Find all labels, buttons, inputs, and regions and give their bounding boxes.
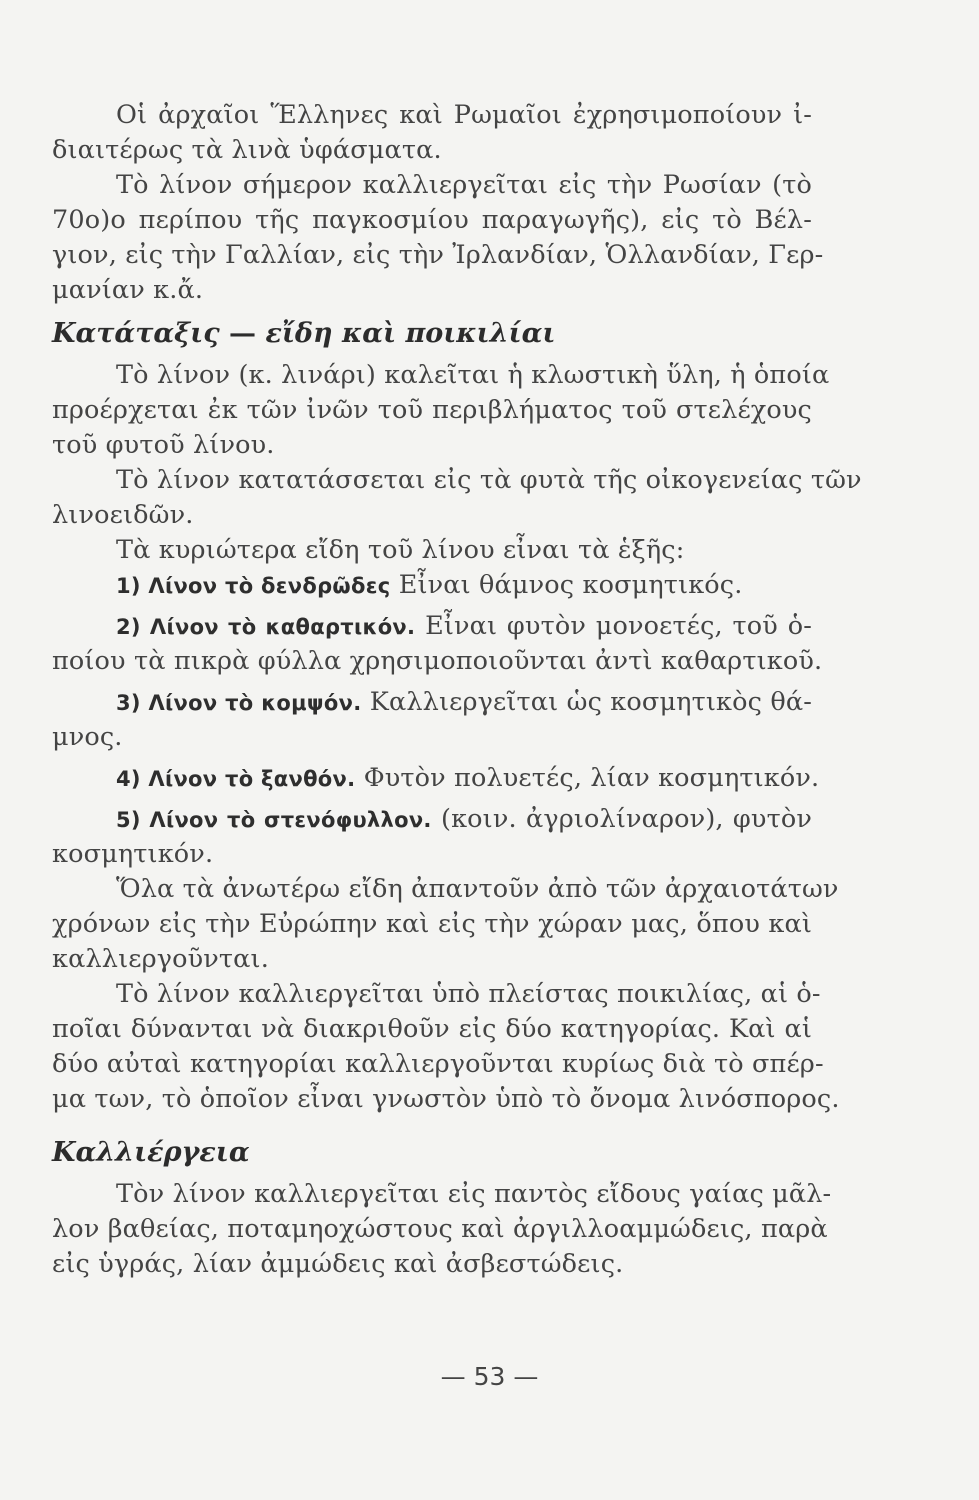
paragraph-line: Τὸ λίνον (κ. λινάρι) καλεῖται ἡ κλωστικὴ ὕλη, ἡ ὁποία [116, 360, 830, 390]
paragraph-line: λινοειδῶν. [52, 500, 194, 530]
item-text: Καλλιεργεῖται ὡς κοσμητικὸς θά- [369, 687, 812, 717]
paragraph-line: Τὸ λίνον σήμερον καλλιεργεῖται εἰς τὴν Ρωσίαν (τὸ [116, 170, 812, 200]
section-heading-cultivation: Καλλιέργεια [52, 1137, 250, 1168]
paragraph-line: καλλιεργοῦνται. [52, 944, 269, 974]
item-label: 3) Λίνον τὸ κομψόν. [116, 691, 362, 715]
paragraph-line: χρόνων εἰς τὴν Εὐρώπην καὶ εἰς τὴν χώραν μας, ὅπου καὶ [52, 909, 812, 939]
list-item [52, 761, 820, 796]
page-body [52, 98, 862, 1282]
paragraph-line: εἰς ὑγράς, λίαν ἀμμώδεις καὶ ἀσβεστώδεις. [52, 1249, 624, 1279]
heading-part: εἴδη καὶ ποικιλίαι [265, 318, 556, 349]
paragraph-line: Οἱ ἀρχαῖοι Ἕλληνες καὶ Ρωμαῖοι ἐχρησιμοποίουν ἰ- [116, 100, 812, 130]
paragraph-line: Ὅλα τὰ ἀνωτέρω εἴδη ἀπαντοῦν ἀπὸ τῶν ἀρχαιοτάτων [116, 874, 839, 904]
list-item-continuation: κοσμητικόν. [52, 839, 214, 869]
list-item [52, 609, 812, 644]
paragraph-line: Τὸν λίνον καλλιεργεῖται εἰς παντὸς εἴδους γαίας μᾶλ- [116, 1179, 832, 1209]
list-item-continuation: ποίου τὰ πικρὰ φύλλα χρησιμοποιοῦνται ἀντὶ καθαρτικοῦ. [52, 646, 823, 676]
paragraph-line: προέρχεται ἐκ τῶν ἰνῶν τοῦ περιβλήματος τοῦ στελέχους [52, 395, 812, 425]
item-label: 4) Λίνον τὸ ξανθόν. [116, 767, 356, 791]
paragraph-line: δύο αὐταὶ κατηγορίαι καλλιεργοῦνται κυρίως διὰ τὸ σπέρ- [52, 1049, 824, 1079]
heading-part: Κατάταξις [52, 318, 220, 349]
paragraph-line: Τὰ κυριώτερα εἴδη τοῦ λίνου εἶναι τὰ ἑξῆς: [116, 535, 685, 565]
list-item [52, 685, 812, 720]
list-item-continuation: μνος. [52, 722, 123, 752]
paragraph-line: διαιτέρως τὰ λινὰ ὑφάσματα. [52, 135, 442, 165]
paragraph-line: 70ο)ο περίπου τῆς παγκοσμίου παραγωγῆς), εἰς τὸ Βέλ- [52, 205, 812, 235]
item-label: 2) Λίνον τὸ καθαρτικόν. [116, 615, 416, 639]
paragraph-line: μα των, τὸ ὁποῖον εἶναι γνωστὸν ὑπὸ τὸ ὄνομα λινόσπορος. [52, 1084, 840, 1114]
paragraph-line: ποῖαι δύνανται νὰ διακριθοῦν εἰς δύο κατηγορίας. Καὶ αἱ [52, 1014, 812, 1044]
item-label: 1) Λίνον τὸ δενδρῶδες [116, 574, 391, 598]
item-text: Εἶναι θάμνος κοσμητικός. [398, 570, 743, 600]
item-label: 5) Λίνον τὸ στενόφυλλον. [116, 808, 432, 832]
paragraph-line: γιον, εἰς τὴν Γαλλίαν, εἰς τὴν Ἰρλανδίαν, Ὁλλανδίαν, Γερ- [52, 240, 824, 270]
section-heading-classification [52, 314, 812, 354]
item-text: Εἶναι φυτὸν μονοετές, τοῦ ὁ- [425, 611, 812, 641]
paragraph-line: μανίαν κ.ἄ. [52, 275, 204, 305]
item-text: Φυτὸν πολυετές, λίαν κοσμητικόν. [363, 763, 820, 793]
item-text: (κοιν. ἀγριολίναρον), φυτὸν [440, 804, 812, 834]
paragraph-line: τοῦ φυτοῦ λίνου. [52, 430, 275, 460]
paragraph-line: Τὸ λίνον κατατάσσεται εἰς τὰ φυτὰ τῆς οἰκογενείας τῶν [116, 465, 862, 495]
paragraph-line: Τὸ λίνον καλλιεργεῖται ὑπὸ πλείστας ποικιλίας, αἱ ὁ- [116, 979, 821, 1009]
list-item [52, 568, 812, 603]
heading-dash: — [219, 318, 266, 349]
page-number: — 53 — [440, 1362, 539, 1391]
list-item [52, 802, 812, 837]
paragraph-line: λον βαθείας, ποταμηοχώστους καὶ ἀργιλλοαμμώδεις, παρὰ [52, 1214, 828, 1244]
